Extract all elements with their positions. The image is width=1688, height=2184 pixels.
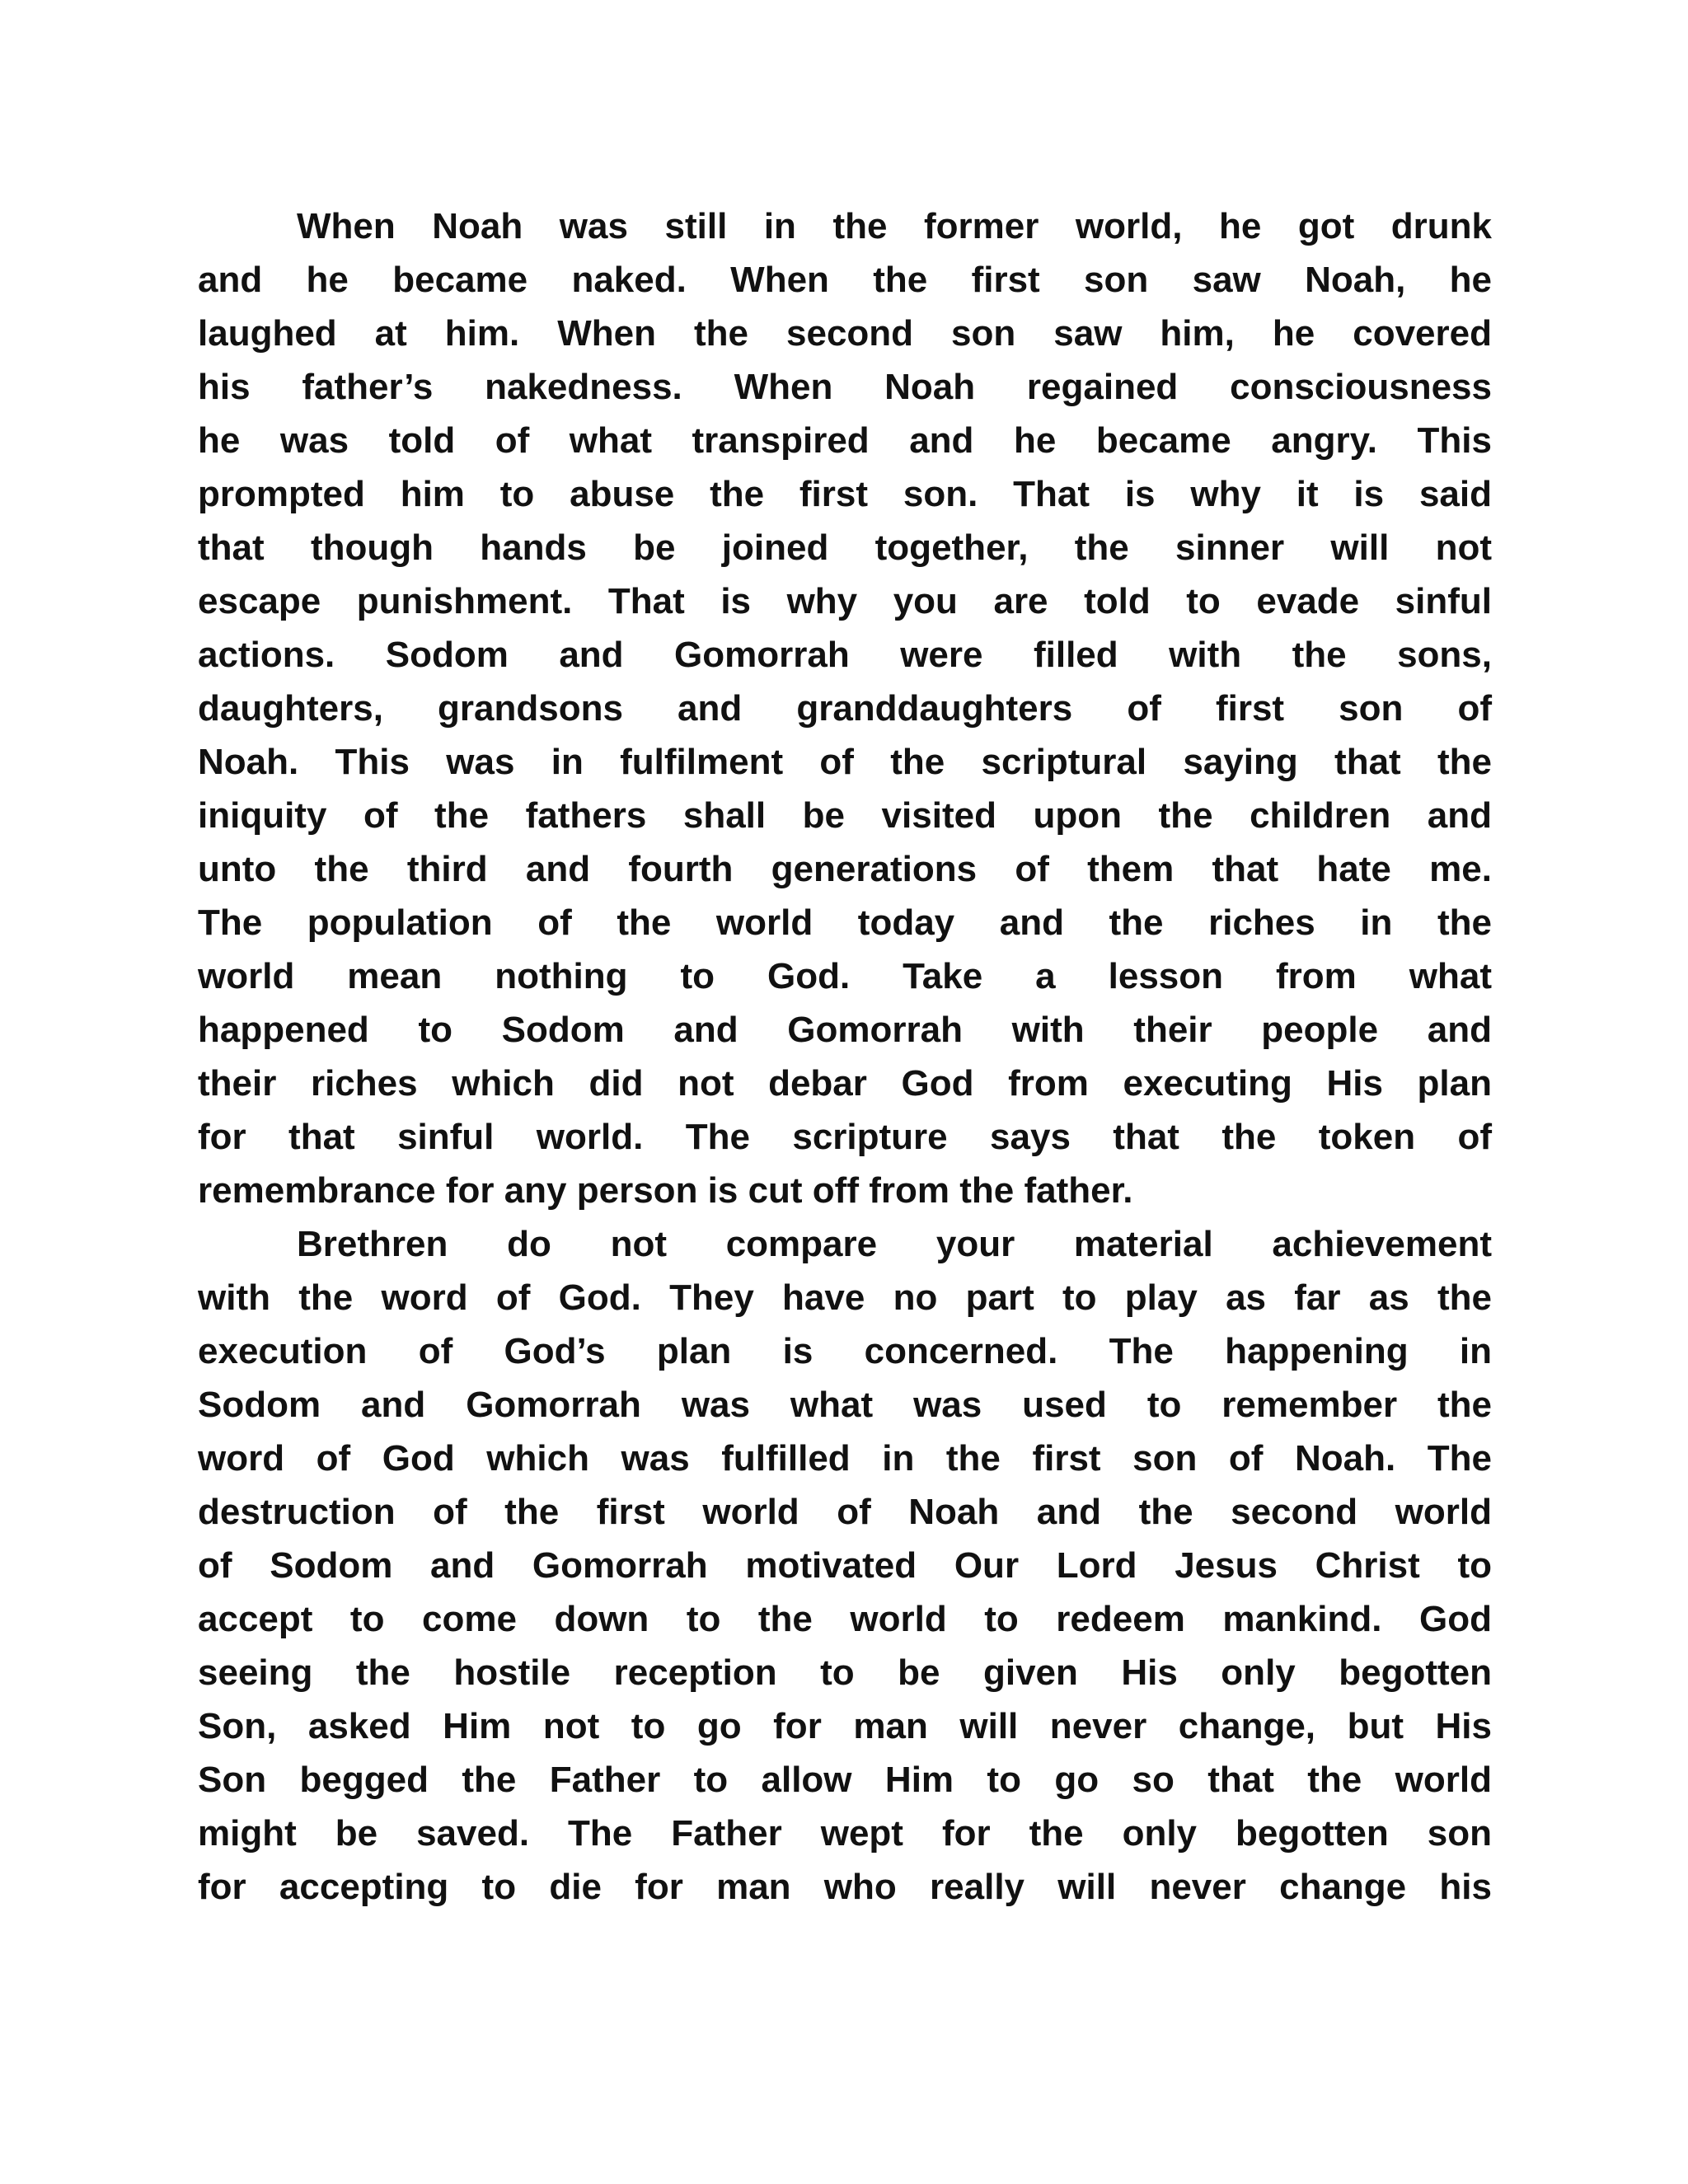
paragraph-2 xyxy=(198,1217,1492,1914)
text-line: happened to Sodom and Gomorrah with their people and xyxy=(198,1010,1492,1050)
text-line: laughed at him. When the second son saw him, he covered xyxy=(198,313,1492,354)
text-line: might be saved. The Father wept for the only begotten son xyxy=(198,1813,1492,1854)
text-line: and he became naked. When the first son saw Noah, he xyxy=(198,260,1492,300)
paragraph-1 xyxy=(198,199,1492,1217)
text-line: escape punishment. That is why you are told to evade sinful xyxy=(198,581,1492,621)
text-line: their riches which did not debar God from executing His plan xyxy=(198,1063,1492,1104)
text-line: daughters, grandsons and granddaughters of first son of xyxy=(198,688,1492,729)
body-text xyxy=(198,199,1492,1914)
text-line: Sodom and Gomorrah was what was used to remember the xyxy=(198,1385,1492,1425)
text-line: iniquity of the fathers shall be visited upon the children and xyxy=(198,795,1492,836)
text-line: of Sodom and Gomorrah motivated Our Lord Jesus Christ to xyxy=(198,1545,1492,1586)
text-line: When Noah was still in the former world, he got drunk xyxy=(297,206,1492,246)
text-line: word of God which was fulfilled in the first son of Noah. The xyxy=(198,1438,1492,1479)
text-line: prompted him to abuse the first son. That is why it is said xyxy=(198,474,1492,514)
text-line: Noah. This was in fulfilment of the scriptural saying that the xyxy=(198,742,1492,782)
text-line: with the word of God. They have no part to play as far as the xyxy=(198,1277,1492,1318)
text-line: destruction of the first world of Noah and the second world xyxy=(198,1492,1492,1532)
text-line: seeing the hostile reception to be given His only begotten xyxy=(198,1652,1492,1693)
text-line: world mean nothing to God. Take a lesson from what xyxy=(198,956,1492,996)
text-line: Son begged the Father to allow Him to go so that the world xyxy=(198,1760,1492,1800)
text-line: for that sinful world. The scripture says that the token of xyxy=(198,1117,1492,1157)
text-line: that though hands be joined together, the sinner will not xyxy=(198,527,1492,568)
text-line: his father’s nakedness. When Noah regained consciousness xyxy=(198,367,1492,407)
text-line: Brethren do not compare your material achievement xyxy=(297,1224,1492,1264)
text-line: actions. Sodom and Gomorrah were filled with the sons, xyxy=(198,635,1492,675)
text-line: for accepting to die for man who really will never change his xyxy=(198,1867,1492,1907)
text-line: accept to come down to the world to redeem mankind. God xyxy=(198,1599,1492,1639)
text-line: remembrance for any person is cut off from the father. xyxy=(198,1170,1133,1211)
text-line: Son, asked Him not to go for man will never change, but His xyxy=(198,1706,1492,1746)
text-line: The population of the world today and the riches in the xyxy=(198,902,1492,943)
text-line: execution of God’s plan is concerned. The happening in xyxy=(198,1331,1492,1371)
text-line: he was told of what transpired and he became angry. This xyxy=(198,420,1492,461)
text-line: unto the third and fourth generations of them that hate me. xyxy=(198,849,1492,889)
